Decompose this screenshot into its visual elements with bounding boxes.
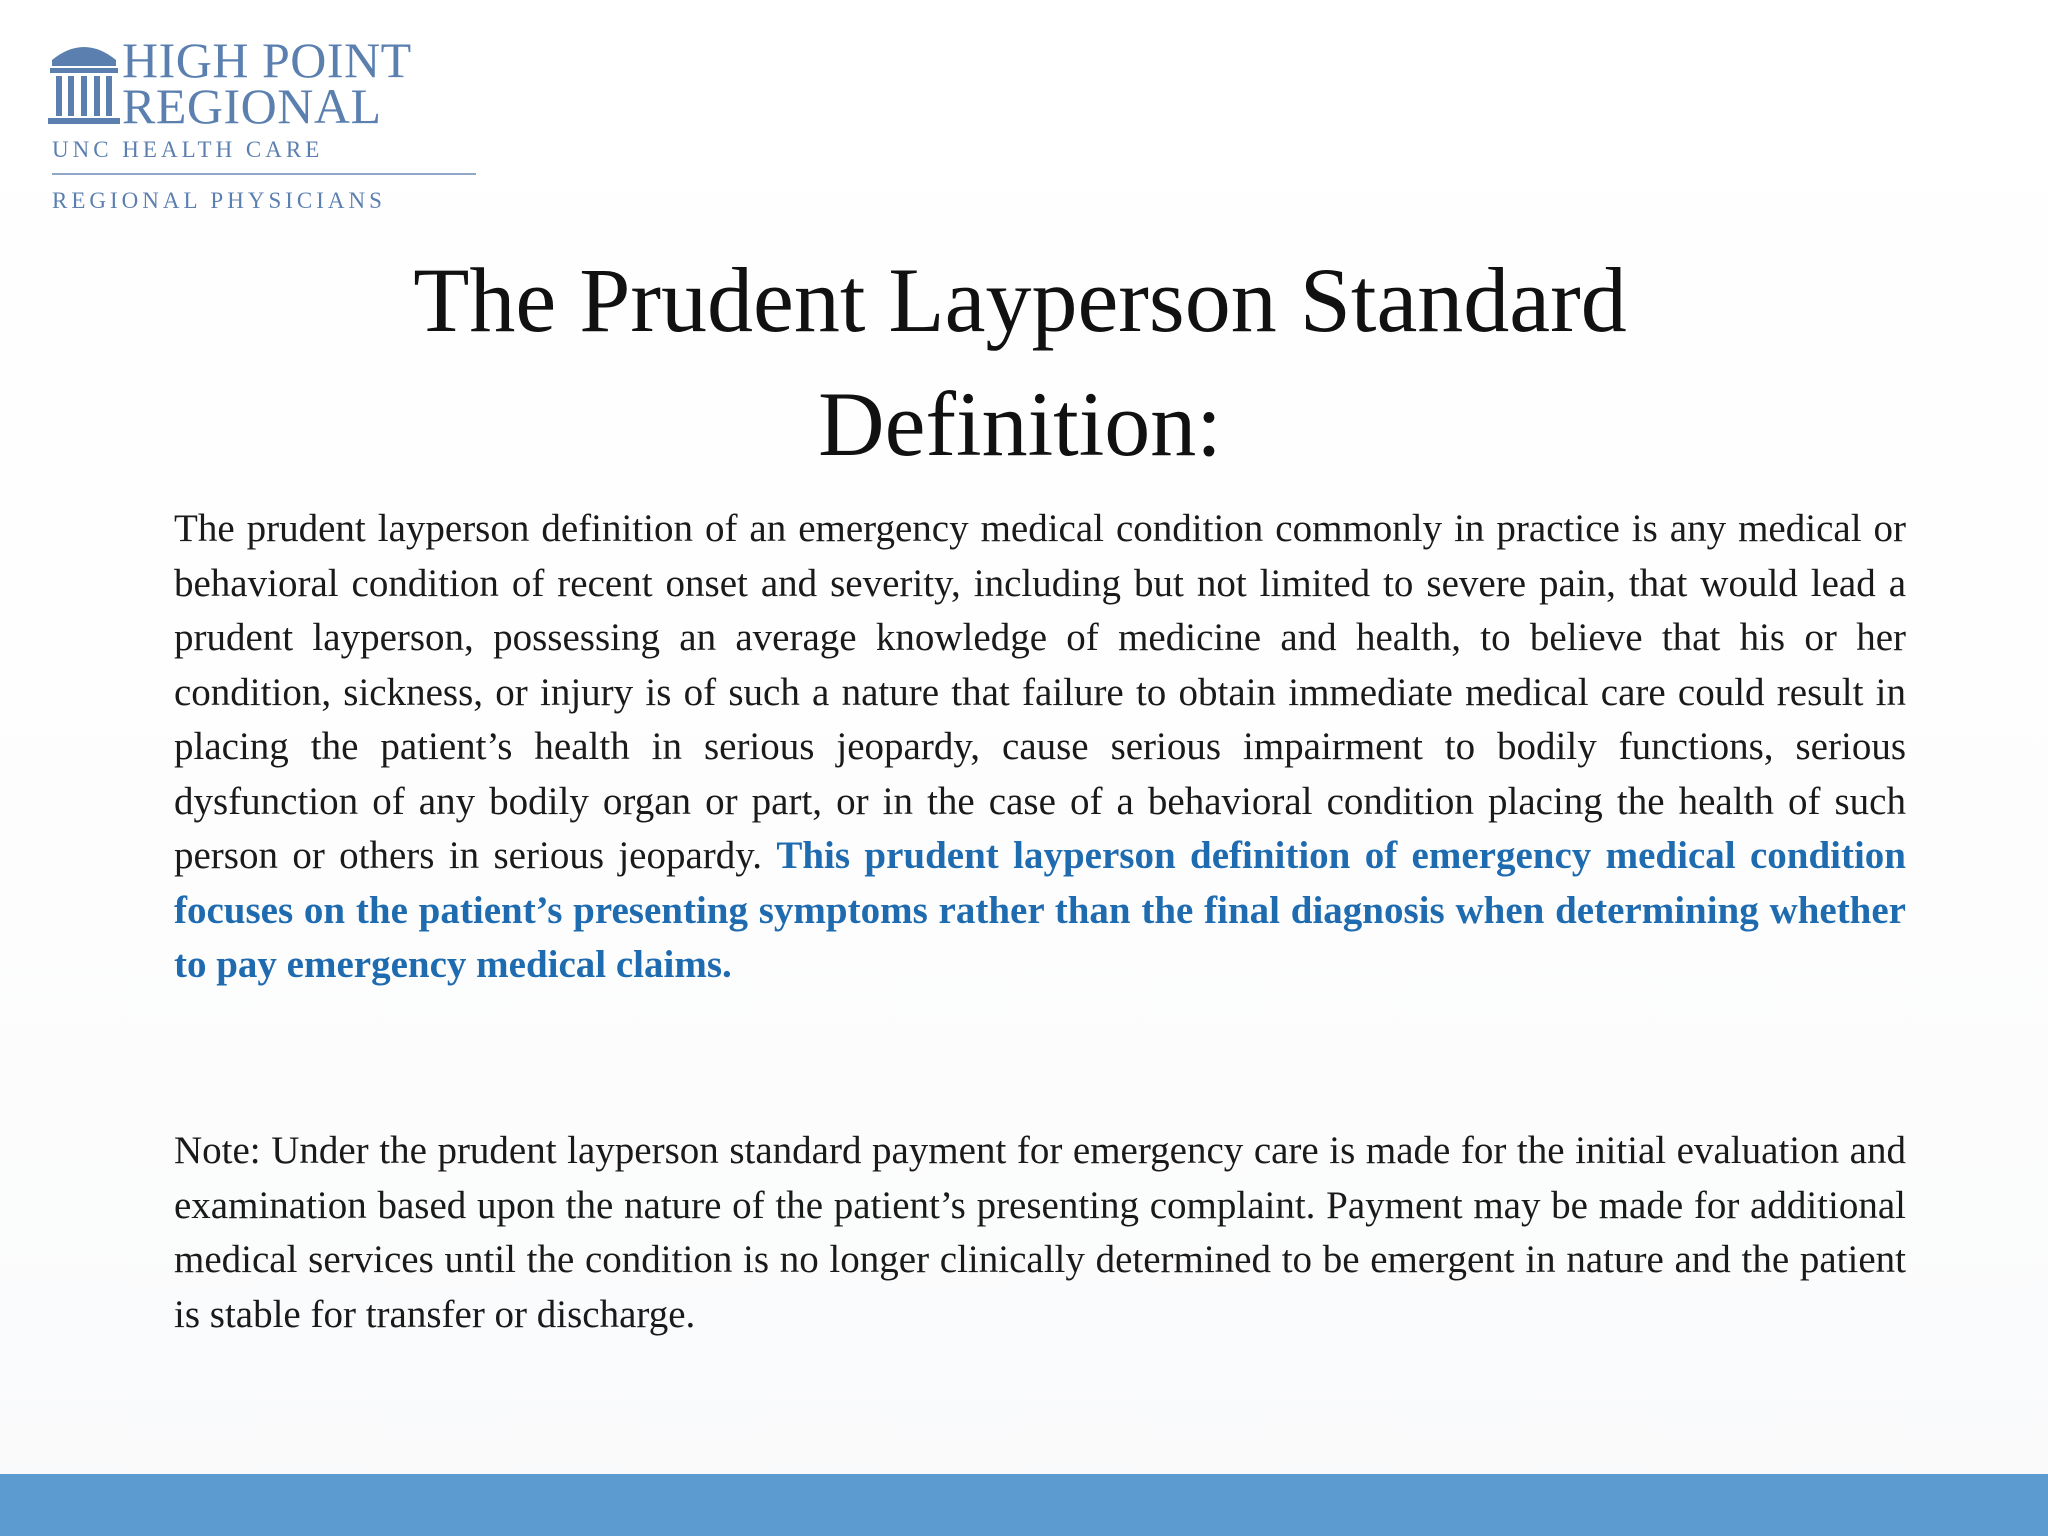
logo-text-unc-health-care: UNC HEALTH CARE [52,137,324,162]
title-line-1: The Prudent Layperson Standard [413,249,1627,351]
page-title [200,238,1840,486]
definition-text: The prudent layperson definition of an emergency medical condition commonly in practice is any medical or behavioral condition of recent onset and severity, including but not limited to severe pain, that would lead a prudent layperson, possessing an average knowledge of medicine and health, to believe that his or her condition, sickness, or injury is of such a nature that failure to obtain immediate medical care could result in placing the patient’s health in serious jeopardy, cause serious impairment to bodily functions, serious dysfunction of any bodily organ or part, or in the case of a behavioral condition placing the health of such person or others in serious jeopardy. [174,507,1906,877]
logo-text-high-point: HIGH POINT [122,32,412,88]
definition-paragraph [174,502,1906,993]
logo-text-regional: REGIONAL [122,78,382,134]
note-paragraph: Note: Under the prudent layperson standard payment for emergency care is made for the initial evaluation and examination based upon the nature of the patient’s presenting complaint. Payment may be made for additional medical services until the condition is no longer clinically determined to be emergent in nature and the patient is stable for transfer or discharge. [174,1129,1906,1336]
definition-highlight: This prudent layperson definition of emergency medical condition focuses on the patient’s presenting symptoms rather than the final diagnosis when determining whether to pay emergency medical claims. [174,834,1906,986]
logo-divider [52,173,476,175]
building-columns-icon [48,38,120,130]
title-line-2: Definition: [818,373,1222,475]
logo [44,32,484,218]
logo-text-regional-physicians: REGIONAL PHYSICIANS [52,188,386,213]
footer-bar [0,1474,2048,1536]
